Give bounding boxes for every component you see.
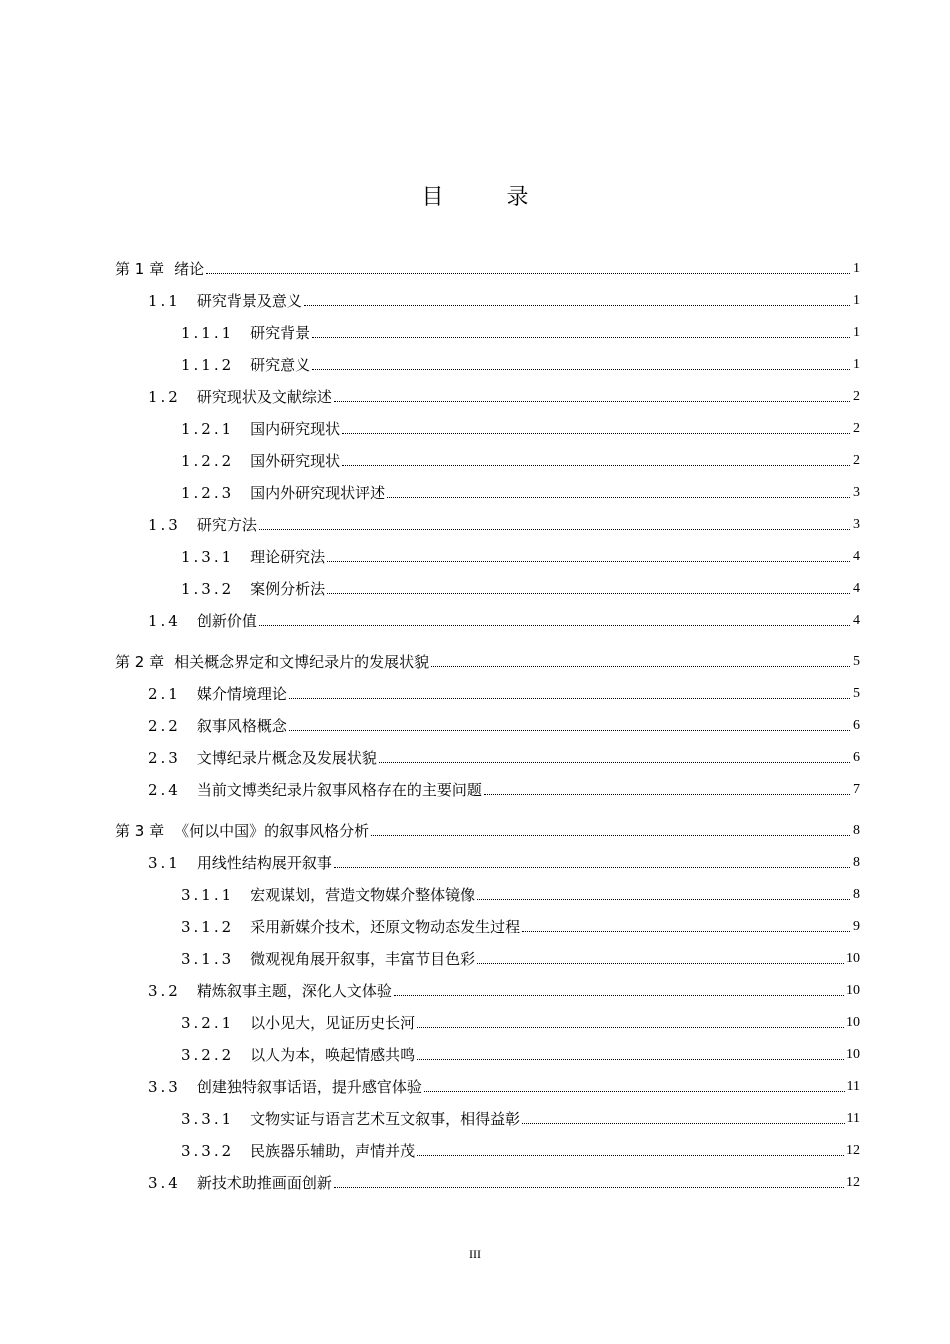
toc-entry[interactable] [115, 246, 860, 278]
toc-entry[interactable] [115, 406, 860, 438]
toc-entry-page: 8 [853, 823, 860, 838]
toc-dot-leader [379, 761, 850, 763]
toc-entry-number: 1.1.2 [181, 356, 235, 374]
toc-entry-number: 3.1.1 [181, 886, 235, 904]
toc-dot-leader [522, 1122, 844, 1124]
toc-entry-title: 理论研究法 [250, 548, 326, 566]
table-of-contents [115, 246, 860, 1192]
toc-dot-leader [327, 592, 850, 594]
toc-entry-page: 12 [846, 1143, 860, 1158]
toc-entry[interactable] [115, 566, 860, 598]
toc-entry[interactable] [115, 1160, 860, 1192]
toc-entry-title: 以人为本，唤起情感共鸣 [250, 1046, 416, 1064]
toc-entry-title: 媒介情境理论 [196, 685, 287, 703]
toc-entry-number: 2.3 [148, 749, 181, 767]
toc-entry-number: 3.3.2 [181, 1142, 235, 1160]
toc-entry-page: 5 [853, 686, 860, 701]
toc-entry-number: 1.2.1 [181, 420, 235, 438]
toc-entry-title: 文物实证与语言艺术互文叙事，相得益彰 [250, 1110, 521, 1128]
toc-entry-title: 以小见大，见证历史长河 [250, 1014, 416, 1032]
toc-dot-leader [522, 930, 850, 932]
toc-entry[interactable] [115, 1032, 860, 1064]
toc-entry-number: 1.3.2 [181, 580, 235, 598]
toc-entry-page: 3 [853, 485, 860, 500]
toc-dot-leader [334, 866, 850, 868]
toc-entry-title: 采用新媒介技术，还原文物动态发生过程 [250, 918, 521, 936]
toc-entry[interactable] [115, 968, 860, 1000]
toc-entry-page: 5 [853, 654, 860, 669]
toc-entry[interactable] [115, 1000, 860, 1032]
toc-entry[interactable] [115, 598, 860, 630]
toc-dot-leader [304, 304, 850, 306]
toc-entry-title: 相关概念界定和文博纪录片的发展状貌 [174, 653, 430, 671]
page-title [0, 180, 950, 211]
toc-entry-title: 研究背景及意义 [196, 292, 302, 310]
toc-entry[interactable] [115, 534, 860, 566]
toc-entry[interactable] [115, 703, 860, 735]
toc-dot-leader [342, 464, 850, 466]
toc-entry-number: 1.3.1 [181, 548, 235, 566]
toc-entry-number: 第 3 章 [115, 822, 165, 840]
toc-entry-title: 研究背景 [250, 324, 311, 342]
toc-entry-page: 1 [853, 261, 860, 276]
toc-entry-title: 叙事风格概念 [196, 717, 287, 735]
toc-entry-title: 研究意义 [250, 356, 311, 374]
toc-entry-page: 10 [846, 1047, 860, 1062]
toc-entry[interactable] [115, 438, 860, 470]
toc-entry-number: 1.1.1 [181, 324, 235, 342]
toc-entry-page: 12 [846, 1175, 860, 1190]
toc-entry-number: 3.2.2 [181, 1046, 235, 1064]
title-char-1: 目 [421, 185, 444, 210]
toc-entry-title: 当前文博类纪录片叙事风格存在的主要问题 [196, 781, 482, 799]
toc-dot-leader [334, 1186, 844, 1188]
toc-entry[interactable] [115, 808, 860, 840]
toc-dot-leader [342, 432, 850, 434]
toc-entry[interactable] [115, 840, 860, 872]
toc-dot-leader [417, 1154, 844, 1156]
toc-entry-title: 研究方法 [196, 516, 257, 534]
toc-entry-page: 1 [853, 325, 860, 340]
toc-entry-page: 1 [853, 293, 860, 308]
toc-entry[interactable] [115, 671, 860, 703]
toc-entry[interactable] [115, 278, 860, 310]
toc-entry-page: 11 [846, 1079, 860, 1094]
toc-entry-number: 3.3.1 [181, 1110, 235, 1128]
toc-entry-number: 3.3 [148, 1078, 181, 1096]
toc-entry-title: 创建独特叙事话语，提升感官体验 [196, 1078, 422, 1096]
toc-entry[interactable] [115, 1128, 860, 1160]
toc-dot-leader [289, 697, 850, 699]
toc-entry[interactable] [115, 639, 860, 671]
toc-entry-title: 微观视角展开叙事，丰富节目色彩 [250, 950, 476, 968]
toc-entry-number: 3.4 [148, 1174, 181, 1192]
toc-entry-page: 4 [853, 581, 860, 596]
toc-dot-leader [431, 665, 850, 667]
toc-entry-title: 案例分析法 [250, 580, 326, 598]
toc-dot-leader [259, 528, 850, 530]
toc-dot-leader [477, 898, 850, 900]
toc-entry-number: 2.4 [148, 781, 181, 799]
toc-entry-number: 1.2.3 [181, 484, 235, 502]
toc-dot-leader [394, 994, 844, 996]
toc-entry[interactable] [115, 735, 860, 767]
toc-dot-leader [417, 1026, 844, 1028]
toc-entry-title: 文博纪录片概念及发展状貌 [196, 749, 377, 767]
toc-dot-leader [477, 962, 844, 964]
toc-entry-number: 2.1 [148, 685, 181, 703]
toc-dot-leader [387, 496, 850, 498]
toc-entry[interactable] [115, 872, 860, 904]
toc-entry[interactable] [115, 470, 860, 502]
toc-dot-leader [289, 729, 850, 731]
toc-dot-leader [327, 560, 850, 562]
toc-entry-title: 国内外研究现状评述 [250, 484, 386, 502]
toc-entry-page: 8 [853, 887, 860, 902]
toc-entry-page: 9 [853, 919, 860, 934]
toc-entry-page: 11 [846, 1111, 860, 1126]
toc-entry-number: 1.1 [148, 292, 181, 310]
toc-dot-leader [312, 368, 850, 370]
toc-entry-number: 3.1 [148, 854, 181, 872]
title-char-2: 录 [506, 185, 529, 210]
toc-entry-title: 用线性结构展开叙事 [196, 854, 332, 872]
page-number-footer: III [469, 1247, 481, 1261]
toc-entry-title: 研究现状及文献综述 [196, 388, 332, 406]
toc-entry-page: 6 [853, 718, 860, 733]
toc-entry-title: 宏观谋划，营造文物媒介整体镜像 [250, 886, 476, 904]
toc-dot-leader [259, 624, 850, 626]
toc-entry-page: 4 [853, 549, 860, 564]
toc-entry-page: 1 [853, 357, 860, 372]
toc-entry-number: 1.3 [148, 516, 181, 534]
toc-dot-leader [424, 1090, 845, 1092]
toc-entry[interactable] [115, 936, 860, 968]
toc-entry-number: 3.2 [148, 982, 181, 1000]
toc-entry-title: 创新价值 [196, 612, 257, 630]
toc-dot-leader [312, 336, 850, 338]
toc-entry-title: 国外研究现状 [250, 452, 341, 470]
toc-entry-page: 4 [853, 613, 860, 628]
toc-dot-leader [206, 272, 850, 274]
toc-dot-leader [484, 793, 850, 795]
toc-entry-number: 1.4 [148, 612, 181, 630]
toc-entry-page: 10 [846, 951, 860, 966]
toc-entry-number: 3.1.3 [181, 950, 235, 968]
toc-entry-page: 8 [853, 855, 860, 870]
toc-dot-leader [371, 834, 850, 836]
toc-entry-title: 绪论 [174, 260, 205, 278]
toc-entry[interactable] [115, 342, 860, 374]
toc-entry-number: 3.1.2 [181, 918, 235, 936]
toc-entry-number: 2.2 [148, 717, 181, 735]
toc-entry-title: 民族器乐辅助，声情并茂 [250, 1142, 416, 1160]
toc-entry[interactable] [115, 502, 860, 534]
toc-entry-page: 7 [853, 782, 860, 797]
toc-entry-title: 新技术助推画面创新 [196, 1174, 332, 1192]
toc-dot-leader [417, 1058, 844, 1060]
toc-dot-leader [334, 400, 850, 402]
toc-entry-page: 10 [846, 983, 860, 998]
toc-entry-page: 10 [846, 1015, 860, 1030]
toc-entry-number: 第 1 章 [115, 260, 165, 278]
toc-entry[interactable] [115, 1096, 860, 1128]
toc-entry[interactable] [115, 767, 860, 799]
toc-entry[interactable] [115, 310, 860, 342]
toc-entry-number: 第 2 章 [115, 653, 165, 671]
toc-entry-page: 2 [853, 453, 860, 468]
toc-entry-page: 6 [853, 750, 860, 765]
toc-entry-title: 精炼叙事主题，深化人文体验 [196, 982, 392, 1000]
toc-entry-title: 《何以中国》的叙事风格分析 [174, 822, 370, 840]
toc-entry-number: 1.2 [148, 388, 181, 406]
toc-entry-page: 3 [853, 517, 860, 532]
toc-entry-number: 1.2.2 [181, 452, 235, 470]
toc-entry[interactable] [115, 1064, 860, 1096]
toc-entry-number: 3.2.1 [181, 1014, 235, 1032]
toc-entry[interactable] [115, 374, 860, 406]
toc-entry[interactable] [115, 904, 860, 936]
toc-entry-page: 2 [853, 389, 860, 404]
toc-entry-page: 2 [853, 421, 860, 436]
toc-entry-title: 国内研究现状 [250, 420, 341, 438]
